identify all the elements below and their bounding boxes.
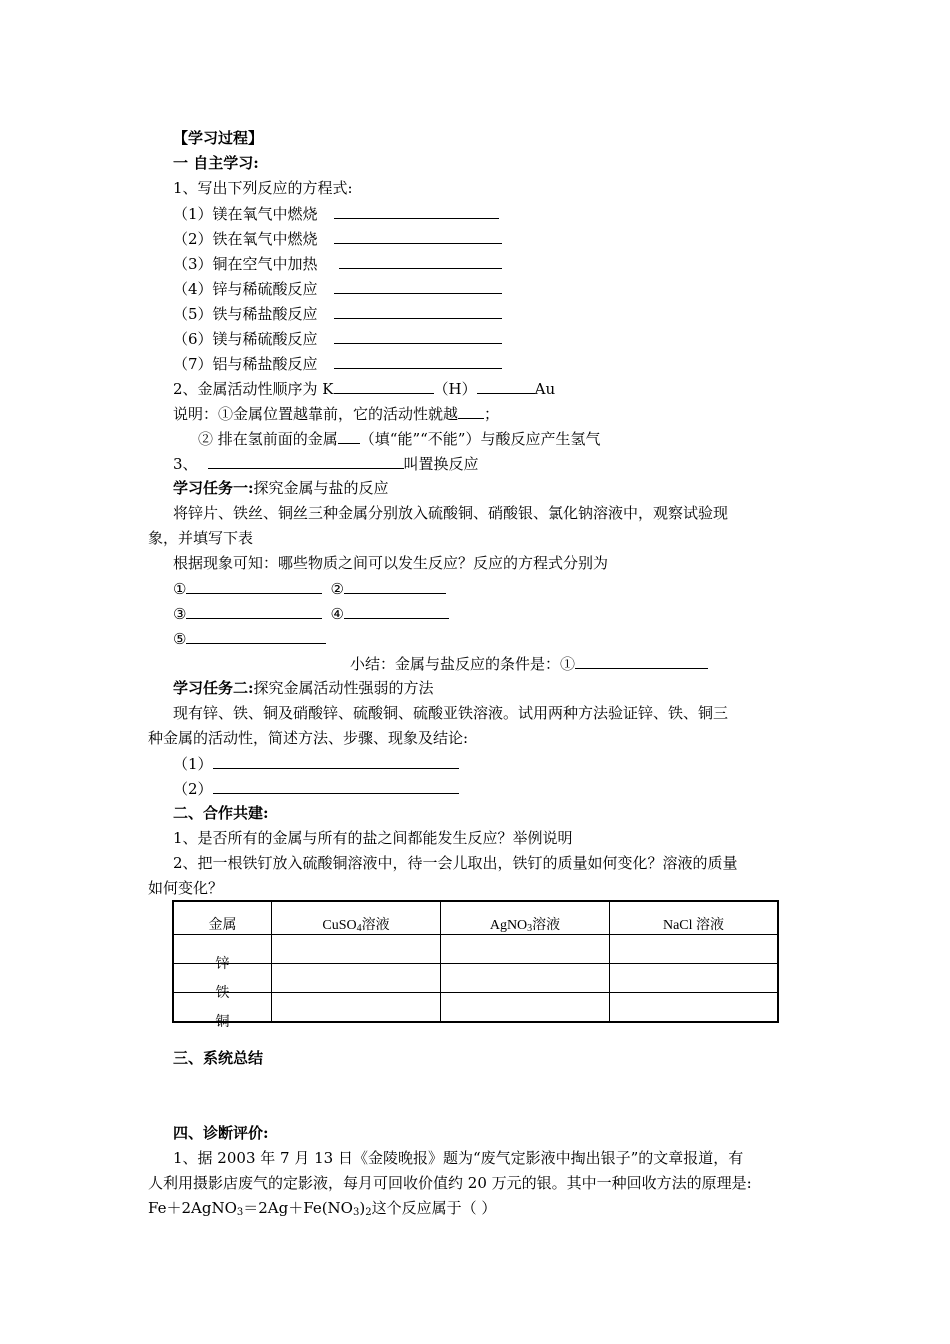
observation-table: [172, 900, 779, 1030]
answer-blank[interactable]: [334, 353, 502, 369]
header-nacl: NaCl 溶液: [610, 901, 779, 935]
reaction-item: （1）镁在氧气中燃烧: [173, 203, 499, 224]
equation-row: ③ ④: [173, 603, 449, 624]
answer-blank[interactable]: [477, 378, 535, 394]
evaluation-question-1: 1、据 2003 年 7 月 13 日《金陵晚报》题为“废气定影液中掏出银子”的文章报道，有: [173, 1149, 744, 1167]
table-row: [173, 935, 778, 964]
coop-question-1: 1、是否所有的金属与所有的盐之间都能发生反应？举例说明: [173, 829, 573, 847]
reaction-item: （4）锌与稀硫酸反应: [173, 278, 502, 299]
answer-blank[interactable]: [334, 328, 502, 344]
reaction-equation: $Fe+2AgNO_3=2Ag+Fe(NO_3)_2$这个反应属于（ ）: [148, 1199, 497, 1218]
answer-blank[interactable]: [186, 578, 322, 594]
note-2: ② 排在氢前面的金属 （填“能”“不能”）与酸反应产生氢气: [198, 430, 601, 448]
answer-blank[interactable]: [575, 653, 708, 669]
table-cell[interactable]: [441, 993, 610, 1023]
reaction-item: （5）铁与稀盐酸反应: [173, 303, 502, 324]
answer-blank[interactable]: [186, 628, 326, 644]
method-line: （2）: [173, 778, 459, 799]
coop-question-2-cont: 如何变化？: [148, 879, 224, 897]
evaluation-question-1-cont: 人利用摄影店废气的定影液，每月可回收价值约 20 万元的银。其中一种回收方法的原理是:: [148, 1174, 752, 1192]
reaction-item: （3）铜在空气中加热: [173, 253, 502, 274]
summary-line: 小结：金属与盐反应的条件是：①: [350, 653, 708, 674]
row-label-iron: 铁: [173, 964, 272, 993]
table-header-row: [173, 901, 778, 935]
task-2-title: 学习任务二:探究金属活动性强弱的方法: [173, 679, 434, 697]
row-label-copper: 铜: [173, 993, 272, 1023]
table-cell[interactable]: [272, 993, 441, 1023]
task-1-question: 根据现象可知：哪些物质之间可以发生反应？反应的方程式分别为: [173, 554, 609, 572]
answer-blank[interactable]: [338, 428, 360, 444]
header-metal: 金属: [173, 901, 272, 935]
section-3-title: 三、系统总结: [173, 1049, 264, 1067]
section-2-title: 二、合作共建:: [173, 804, 269, 822]
table-cell[interactable]: [610, 964, 779, 993]
answer-blank[interactable]: [334, 303, 502, 319]
question-3: 3、 叫置换反应: [173, 455, 479, 473]
table-row: [173, 964, 778, 993]
answer-blank[interactable]: [334, 378, 434, 394]
method-line: （1）: [173, 753, 459, 774]
equation-row: ⑤: [173, 628, 326, 649]
answer-blank[interactable]: [208, 453, 404, 469]
answer-blank[interactable]: [213, 753, 459, 769]
reaction-item: （6）镁与稀硫酸反应: [173, 328, 502, 349]
question-2: 2、金属活动性顺序为 K （H） Au: [173, 380, 556, 398]
question-1-intro: 1、写出下列反应的方程式:: [173, 179, 353, 197]
reaction-item: （7）铝与稀盐酸反应: [173, 353, 502, 374]
answer-blank[interactable]: [334, 278, 502, 294]
equation-row: ① ②: [173, 578, 446, 599]
answer-blank[interactable]: [334, 228, 502, 244]
table-row: [173, 993, 778, 1023]
section-1-title: 一 自主学习:: [173, 154, 259, 172]
task-1-text: 象，并填写下表: [148, 529, 254, 547]
table-cell[interactable]: [441, 935, 610, 964]
table-cell[interactable]: [441, 964, 610, 993]
header-agno3: AgNO$_3$溶液: [441, 901, 610, 935]
task-1-title: 学习任务一:探究金属与盐的反应: [173, 479, 389, 497]
answer-blank[interactable]: [344, 578, 446, 594]
row-label-zinc: 锌: [173, 935, 272, 964]
answer-blank[interactable]: [186, 603, 322, 619]
table-cell[interactable]: [610, 993, 779, 1023]
answer-blank[interactable]: [213, 778, 459, 794]
task-2-text: 现有锌、铁、铜及硝酸锌、硫酸铜、硫酸亚铁溶液。试用两种方法验证锌、铁、铜三: [173, 704, 729, 722]
task-1-text: 将锌片、铁丝、铜丝三种金属分别放入硫酸铜、硝酸银、氯化钠溶液中，观察试验现: [173, 504, 729, 522]
answer-blank[interactable]: [344, 603, 449, 619]
section-heading: 【学习过程】: [173, 129, 264, 147]
table-cell[interactable]: [272, 935, 441, 964]
answer-blank[interactable]: [334, 203, 499, 219]
reaction-item: （2）铁在氧气中燃烧: [173, 228, 502, 249]
section-4-title: 四、诊断评价:: [173, 1124, 269, 1142]
task-2-text: 种金属的活动性，简述方法、步骤、现象及结论:: [148, 729, 469, 747]
coop-question-2: 2、把一根铁钉放入硫酸铜溶液中，待一会儿取出，铁钉的质量如何变化？溶液的质量: [173, 854, 738, 872]
note-1: 说明：①金属位置越靠前，它的活动性就越 ；: [173, 405, 500, 423]
answer-blank[interactable]: [458, 403, 484, 419]
answer-blank[interactable]: [339, 253, 502, 269]
table-cell[interactable]: [610, 935, 779, 964]
header-cuso4: CuSO$_4$溶液: [272, 901, 441, 935]
table-cell[interactable]: [272, 964, 441, 993]
